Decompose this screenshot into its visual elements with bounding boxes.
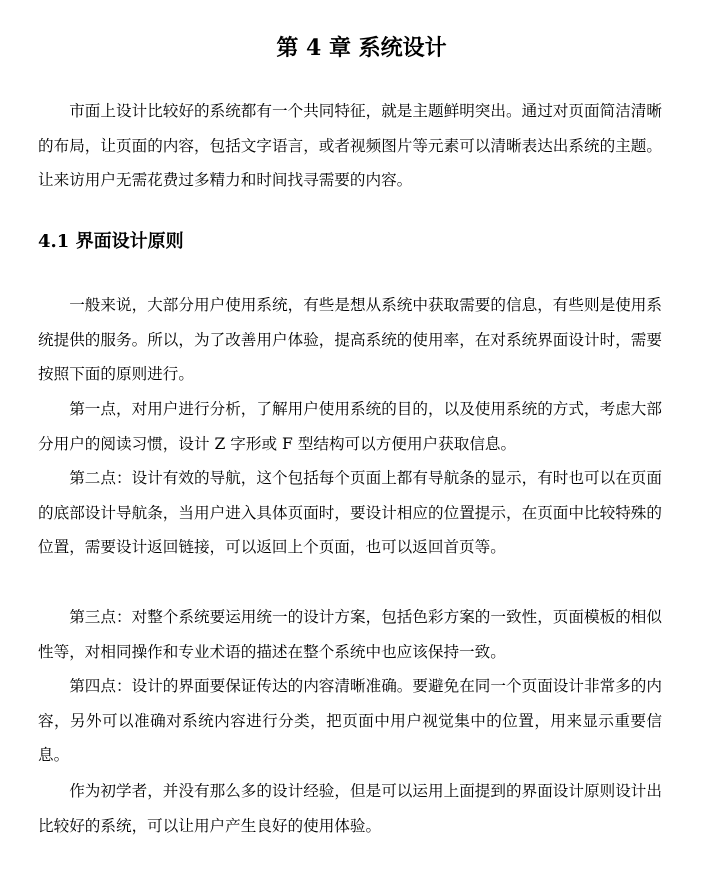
intro-paragraph: 市面上设计比较好的系统都有一个共同特征，就是主题鲜明突出。通过对页面简洁清晰的布局，让页面的内容，包括文字语言，或者视频图片等元素可以清晰表达出系统的主题。让来访用户无需花费过多精力和时间找寻需要的内容。	[38, 102, 662, 190]
chapter-title: 第 4 章 系统设计	[276, 35, 447, 61]
section-paragraph: 第一点，对用户进行分析，了解用户使用系统的目的，以及使用系统的方式，考虑大部分用户的阅读习惯，设计 Z 字形或 F 型结构可以方便用户获取信息。	[38, 400, 662, 453]
section-paragraph: 作为初学者，并没有那么多的设计经验，但是可以运用上面提到的界面设计原则设计出比较好的系统，可以让用户产生良好的使用体验。	[38, 782, 662, 835]
section-paragraph: 第三点：对整个系统要运用统一的设计方案，包括色彩方案的一致性，页面模板的相似性等，对相同操作和专业术语的描述在整个系统中也应该保持一致。	[38, 608, 662, 661]
section-paragraph: 一般来说，大部分用户使用系统，有些是想从系统中获取需要的信息，有些则是使用系统提供的服务。所以，为了改善用户体验，提高系统的使用率，在对系统界面设计时，需要按照下面的原则进行。	[38, 296, 662, 384]
section-paragraph: 第四点：设计的界面要保证传达的内容清晰准确。要避免在同一个页面设计非常多的内容，另外可以准确对系统内容进行分类，把页面中用户视觉集中的位置，用来显示重要信息。	[38, 677, 662, 765]
section-paragraph: 第二点：设计有效的导航，这个包括每个页面上都有导航条的显示，有时也可以在页面的底部设计导航条，当用户进入具体页面时，要设计相应的位置提示，在页面中比较特殊的位置，需要设计返回链接，可以返回上个页面，也可以返回首页等。	[38, 469, 662, 557]
section-heading: 4.1 界面设计原则	[38, 231, 184, 252]
